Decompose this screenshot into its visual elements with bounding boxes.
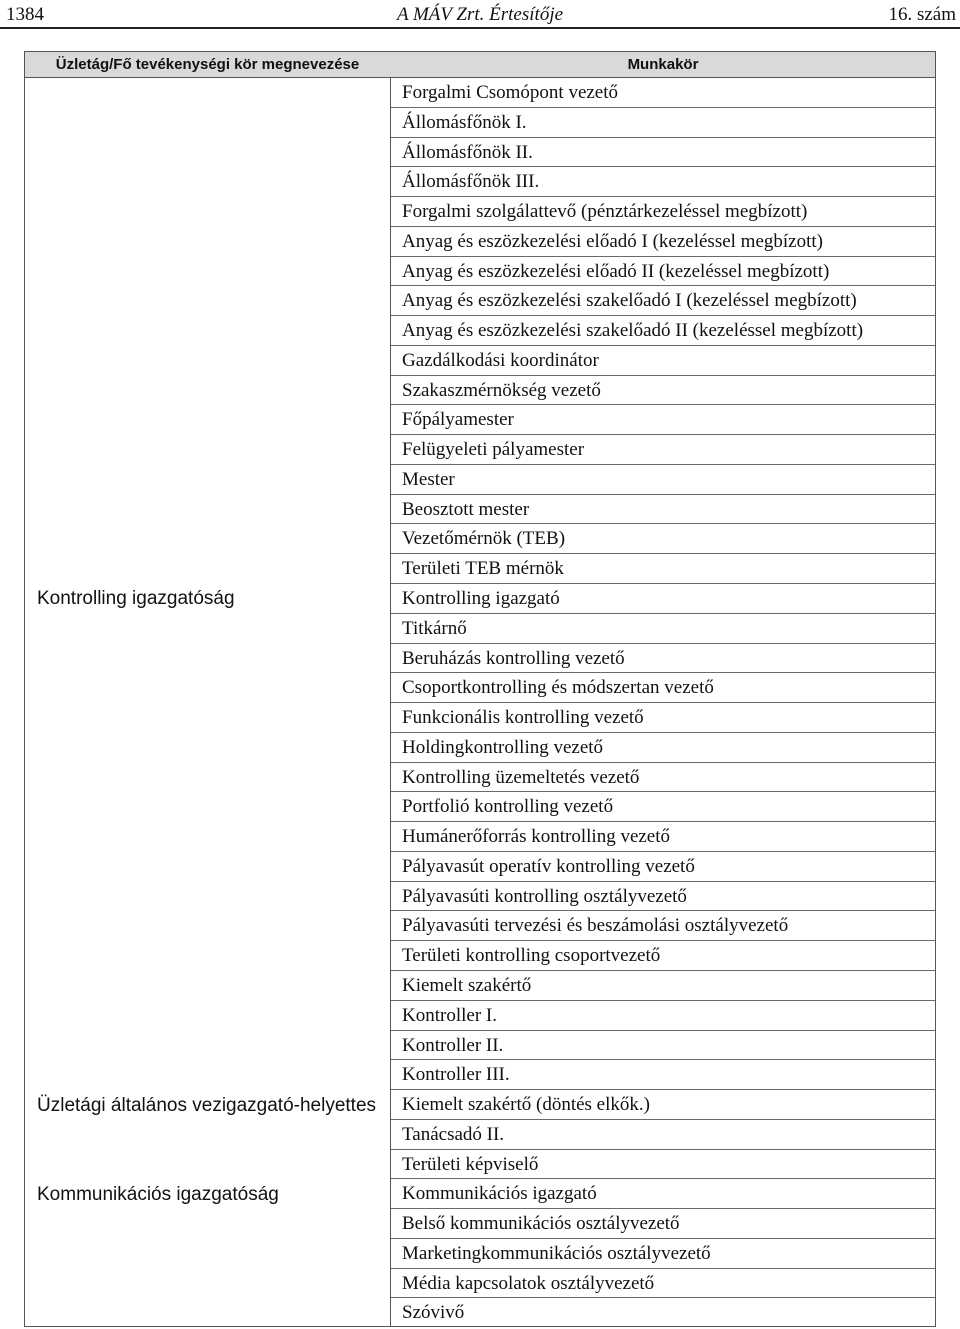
job-row: Állomásfőnök II. bbox=[391, 138, 935, 168]
job-row: Média kapcsolatok osztályvezető bbox=[391, 1269, 935, 1299]
job-row: Anyag és eszözkezelési szakelőadó II (kezeléssel megbízott) bbox=[391, 316, 935, 346]
job-table bbox=[24, 51, 936, 1327]
job-row: Szóvivő bbox=[402, 1302, 465, 1324]
job-row: Vezetőmérnök (TEB) bbox=[391, 524, 935, 554]
job-row: Anyag és eszözkezelési előadó I (kezeléssel megbízott) bbox=[391, 227, 935, 257]
page-header bbox=[0, 0, 960, 29]
job-row: Titkárnő bbox=[391, 614, 935, 644]
job-row: Területi képviselő bbox=[391, 1150, 935, 1180]
job-row: Területi kontrolling csoportvezető bbox=[391, 941, 935, 971]
table-header-row bbox=[25, 52, 935, 78]
job-row: Pályavasút operatív kontrolling vezető bbox=[391, 852, 935, 882]
job-row: Állomásfőnök I. bbox=[391, 108, 935, 138]
job-row: Mester bbox=[391, 465, 935, 495]
job-row: Főpályamester bbox=[391, 405, 935, 435]
unit-communications: Kommunikációs igazgatóság bbox=[37, 1184, 279, 1205]
job-row: Marketingkommunikációs osztályvezető bbox=[391, 1239, 935, 1269]
job-row: Területi TEB mérnök bbox=[391, 554, 935, 584]
job-row: Portfolió kontrolling vezető bbox=[391, 792, 935, 822]
page-number: 1384 bbox=[6, 4, 44, 25]
publication-title: A MÁV Zrt. Értesítője bbox=[396, 4, 564, 25]
job-row: Kontroller II. bbox=[391, 1031, 935, 1061]
job-row: Pályavasúti kontrolling osztályvezető bbox=[391, 882, 935, 912]
job-row: Beruházás kontrolling vezető bbox=[391, 644, 935, 674]
job-row: Szakaszmérnökség vezető bbox=[391, 376, 935, 406]
job-row: Pályavasúti tervezési és beszámolási osztályvezető bbox=[391, 911, 935, 941]
job-row: Anyag és eszözkezelési előadó II (kezeléssel megbízott) bbox=[391, 257, 935, 287]
job-row: Kiemelt szakértő bbox=[391, 971, 935, 1001]
job-row: Belső kommunikációs osztályvezető bbox=[391, 1209, 935, 1239]
job-row: Forgalmi szolgálattevő (pénztárkezeléssel megbízott) bbox=[391, 197, 935, 227]
header-rule bbox=[0, 27, 960, 29]
job-row: Humánerőforrás kontrolling vezető bbox=[391, 822, 935, 852]
job-row: Kontrolling igazgató bbox=[391, 584, 935, 614]
job-row: Gazdálkodási koordinátor bbox=[391, 346, 935, 376]
job-list bbox=[391, 78, 935, 1328]
job-row: Kiemelt szakértő (döntés elkők.) bbox=[391, 1090, 935, 1120]
job-row: Kontroller I. bbox=[391, 1001, 935, 1031]
job-row: Kommunikációs igazgató bbox=[391, 1179, 935, 1209]
unit-controlling: Kontrolling igazgatóság bbox=[37, 588, 235, 609]
job-row: Állomásfőnök III. bbox=[391, 167, 935, 197]
job-row: Felügyeleti pályamester bbox=[391, 435, 935, 465]
job-row: Csoportkontrolling és módszertan vezető bbox=[391, 673, 935, 703]
job-row: Beosztott mester bbox=[391, 495, 935, 525]
job-row: Forgalmi Csomópont vezető bbox=[391, 78, 935, 108]
job-row: Kontrolling üzemeltetés vezető bbox=[391, 763, 935, 793]
job-row: Kontroller III. bbox=[391, 1060, 935, 1090]
job-row: Holdingkontrolling vezető bbox=[391, 733, 935, 763]
unit-deputy-ceo: Üzletági általános vezigazgató-helyettes bbox=[37, 1095, 377, 1116]
job-column-header: Munkakör bbox=[627, 56, 699, 73]
job-row: Tanácsadó II. bbox=[391, 1120, 935, 1150]
job-row: Anyag és eszözkezelési szakelőadó I (kezeléssel megbízott) bbox=[391, 286, 935, 316]
issue-number: 16. szám bbox=[888, 4, 956, 25]
unit-column-header: Üzletág/Fő tevékenységi kör megnevezése bbox=[55, 56, 360, 73]
job-row: Funkcionális kontrolling vezető bbox=[391, 703, 935, 733]
